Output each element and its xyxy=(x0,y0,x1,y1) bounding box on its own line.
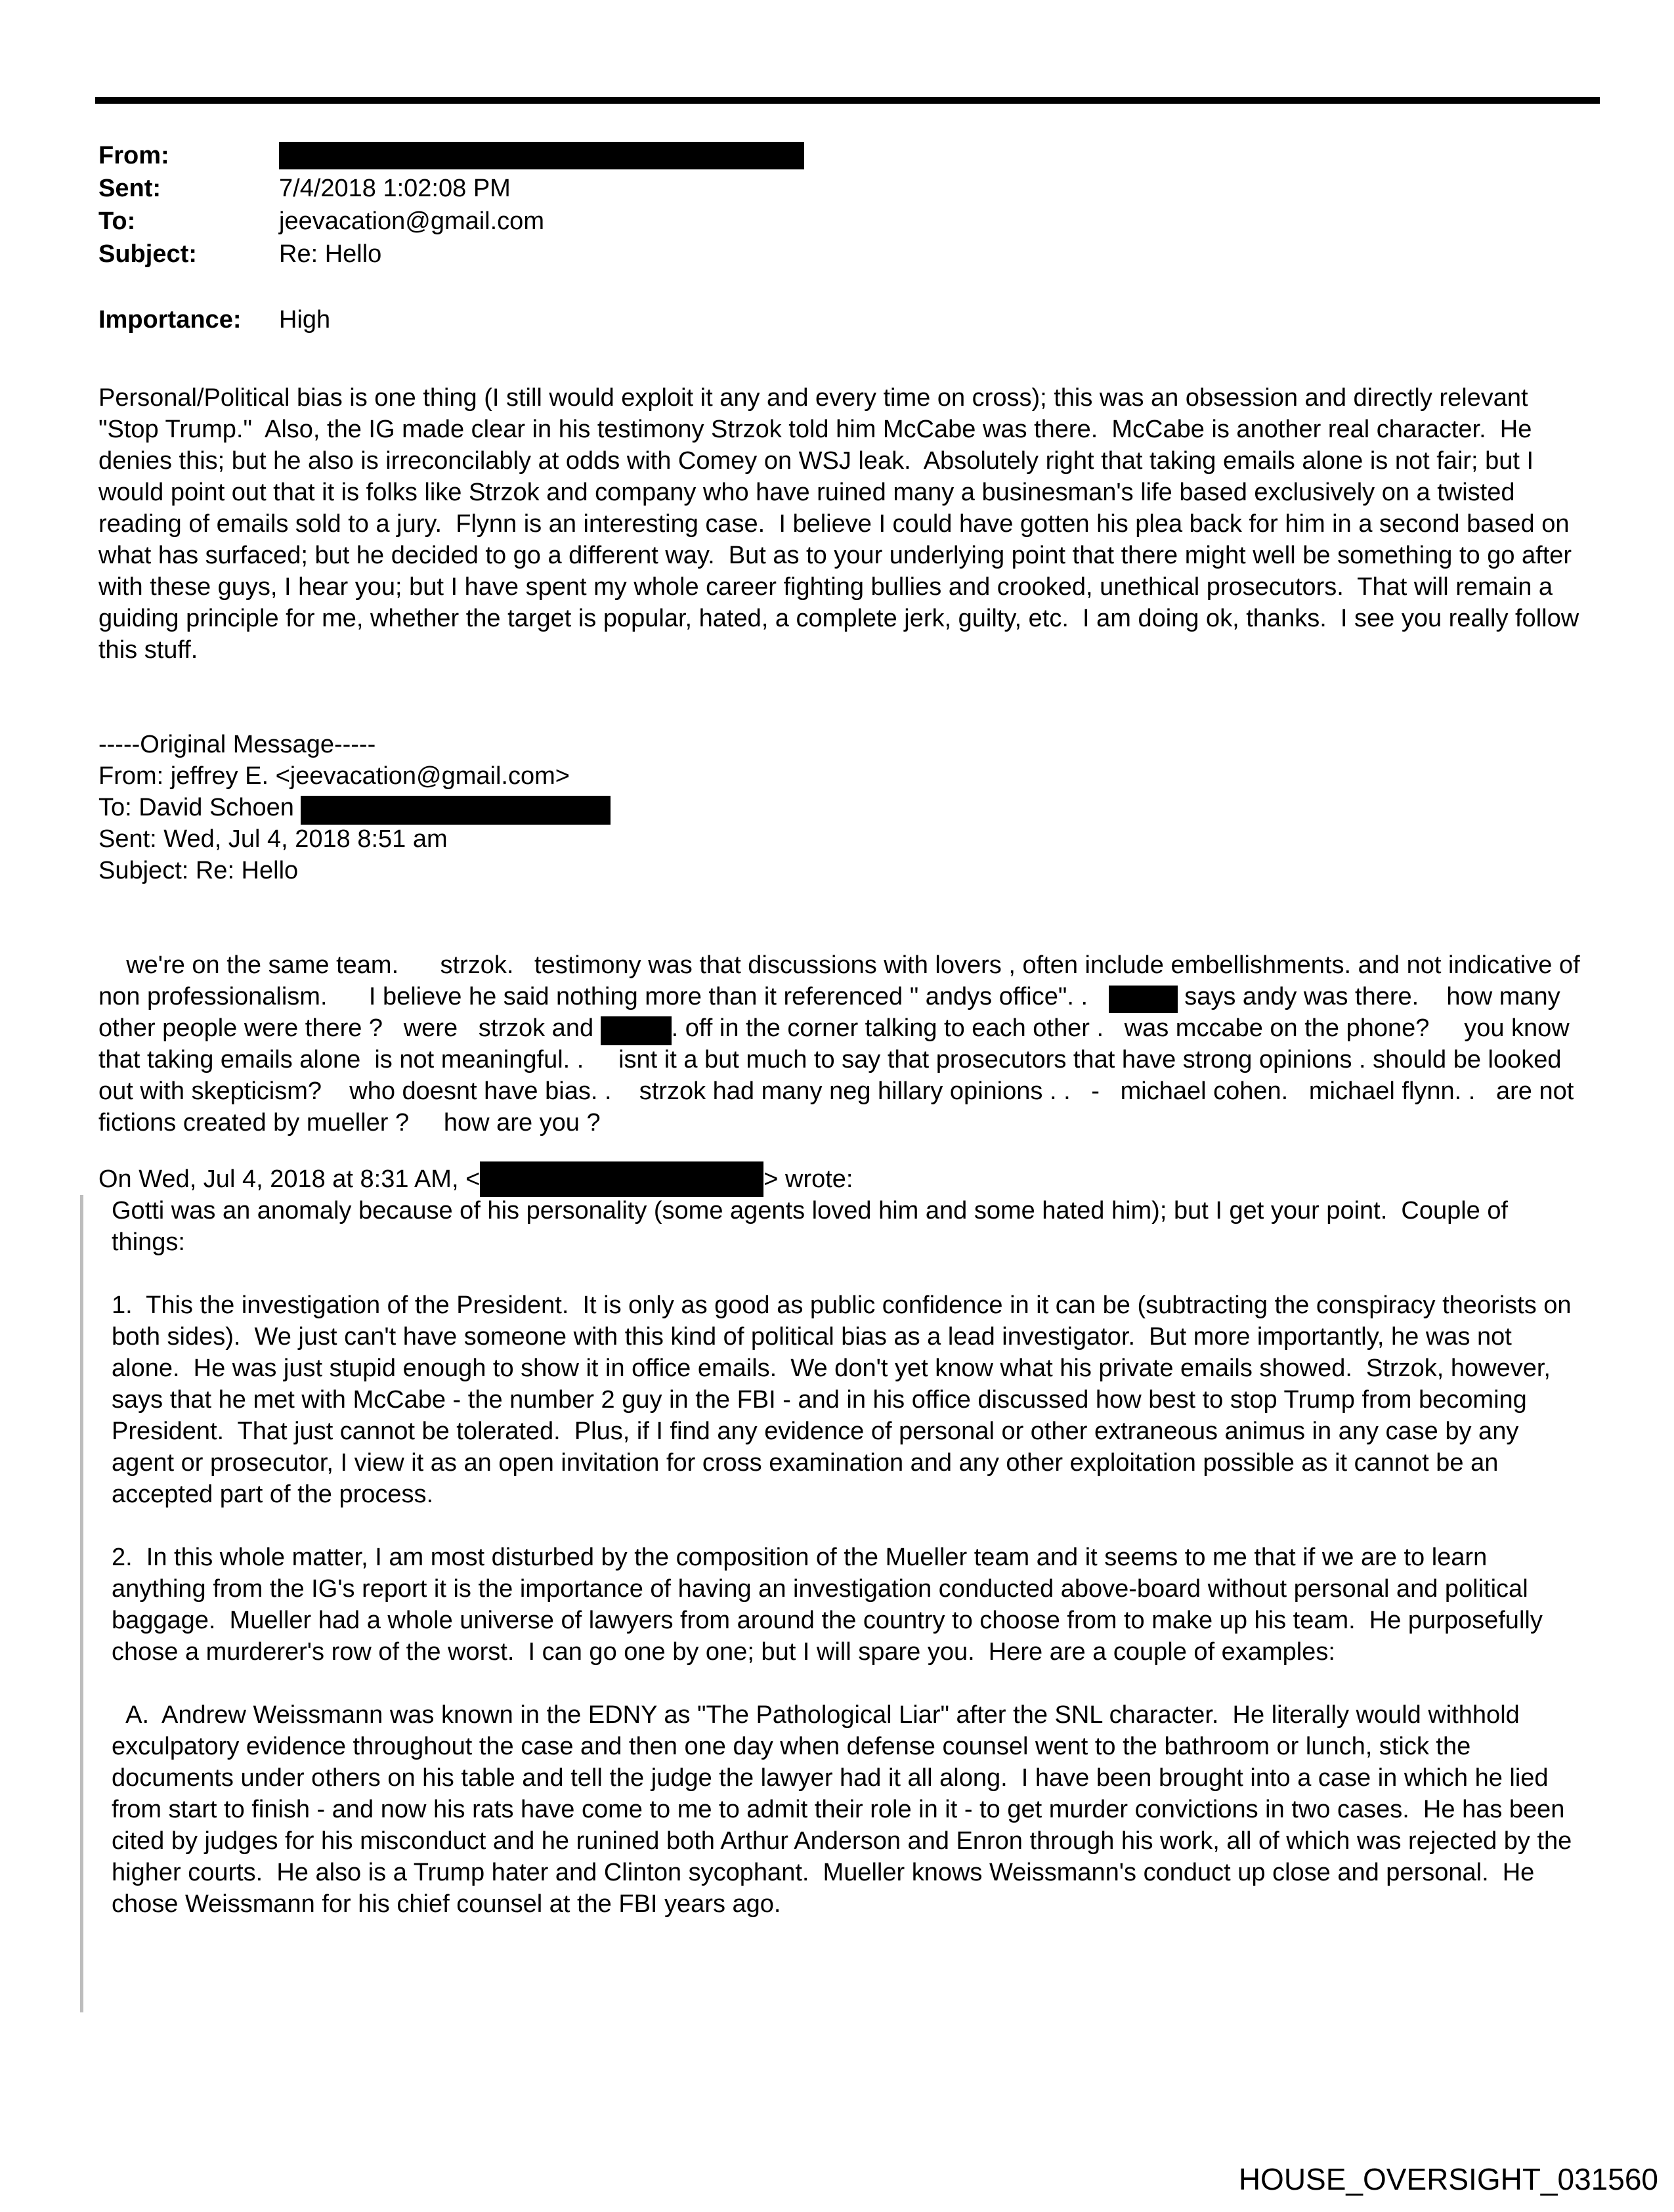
reply-text-part1: we're on the same team. strzok. testimony was that discussions with lovers , often include embellishments. and not indicative of non professionalism. I believe he said nothing more than it referenced " andys office". . xyxy=(98,951,1587,1010)
header-row-importance xyxy=(98,303,804,336)
reply-text-part2: says andy was there. how many other people were there ? were strzok and xyxy=(98,983,1568,1042)
quoted-paragraph-point-1: 1. This the investigation of the President. It is only as good as public confidence in it can be (subtracting the conspiracy theorists on both sides). We just can't have someone with this kind of political bias as a lead investigator. But more importantly, he was not alone. He was just stupid enough to show it in office emails. We don't yet know what his private emails showed. Strzok, however, says that he met with McCabe - the number 2 guy in the FBI - and in his office discussed how best to stop Trump from becoming President. That just cannot be tolerated. Plus, if I find any evidence of personal or other extraneous animus in any case by any agent or prosecutor, I view it as an open invitation for cross examination and any other exploitation possible as it cannot be an accepted part of the process. xyxy=(112,1291,1579,1508)
original-message-separator: -----Original Message----- xyxy=(98,731,376,758)
original-from-line: From: jeffrey E. <jeevacation@gmail.com> xyxy=(98,762,570,790)
quoted-message-block xyxy=(80,1195,1580,2012)
attribution-prefix: On Wed, Jul 4, 2018 at 8:31 AM, < xyxy=(98,1165,481,1194)
reply-text-part3: . off in the corner talking to each other . was mccabe on the phone? you know that taking emails alone is not meaningful. . isnt it a but much to say that prosecutors that have strong opinions . should be looked out with skepticism? who doesnt have bias. . strzok had many neg hillary opinions . . - michael cohen. michael flynn. . are not fictions created by mueller ? how are you ? xyxy=(98,1014,1581,1137)
sent-value: 7/4/2018 1:02:08 PM xyxy=(279,175,511,202)
from-label: From: xyxy=(98,142,169,169)
email-body-paragraph: Personal/Political bias is one thing (I still would exploit it any and every time on cross); this was an obsession and directly relevant "Stop Trump." Also, the IG made clear in his testimony Strzok told him McCabe was there. McCabe is another real character. He denies this; but he also is irreconcilably at odds with Comey on WSJ leak. Absolutely right that taking emails alone is not fair; but I would point out that it is folks like Strzok and company who have ruined many a businesman's life based exclusively on a twisted reading of emails sold to a jury. Flynn is an interesting case. I believe I could have gotten his plea back for him in a second based on what has surfaced; but he decided to go a different way. But as to your underlying point that there might well be something to go after with these guys, I hear you; but I have spent my whole career fighting bullies and crooked, unethical prosecutors. That will remain a guiding principle for me, whether the target is popular, hated, a complete jerk, guilty, etc. I am doing ok, thanks. I see you really follow this stuff. xyxy=(98,384,1586,664)
original-subject-line: Subject: Re: Hello xyxy=(98,857,299,884)
attribution-suffix: > wrote: xyxy=(763,1165,853,1194)
original-message-header xyxy=(98,729,1589,886)
quoted-paragraph-example-a: A. Andrew Weissmann was known in the EDNY as "The Pathological Liar" after the SNL character. He literally would withhold exculpatory evidence throughout the case and then one day when defense counsel went to the bathroom or lunch, stick the documents under others on his table and tell the judge the lawyer had it all along. I have been brought into a case in which he lied from start to finish - and now his rats have come to me to admit their role in it - to get murder convictions in two cases. He has been cited by judges for his misconduct and he runined both Arthur Anderson and Enron through his work, all of which was rejected by the higher courts. He also is a Trump hater and Clinton sycophant. Mueller knows Weissmann's conduct up close and personal. He chose Weissmann for his chief counsel at the FBI years ago. xyxy=(112,1701,1579,1918)
subject-label: Subject: xyxy=(98,240,197,268)
quoted-attribution-line xyxy=(98,1163,853,1198)
email-header xyxy=(98,139,804,336)
header-divider-rule xyxy=(95,97,1600,104)
quoted-paragraph-point-2: 2. In this whole matter, I am most disturbed by the composition of the Mueller team and it seems to me that if we are to learn anything from the IG's report it is the importance of having an investigation conducted above-board without personal and political baggage. Mueller had a whole universe of lawyers from around the country to choose from to make up his team. He purposefully chose a murderer's row of the worst. I can go one by one; but I will spare you. Here are a couple of examples: xyxy=(112,1544,1550,1666)
importance-value: High xyxy=(279,306,331,334)
importance-label: Importance: xyxy=(98,306,242,334)
original-to-line xyxy=(98,792,1589,823)
header-row-subject xyxy=(98,238,804,271)
bates-stamp: HOUSE_OVERSIGHT_031560 xyxy=(1238,2162,1658,2196)
subject-value: Re: Hello xyxy=(279,240,382,268)
reply-message-paragraph xyxy=(98,918,1589,1170)
header-row-sent xyxy=(98,172,804,205)
to-label: To: xyxy=(98,207,136,235)
redaction-bar-inline-name-2 xyxy=(601,1016,672,1045)
header-row-to xyxy=(98,205,804,238)
sent-label: Sent: xyxy=(98,175,161,202)
original-sent-line: Sent: Wed, Jul 4, 2018 8:51 am xyxy=(98,825,448,853)
redaction-bar-inline-name-1 xyxy=(1109,986,1178,1013)
paragraph-spacer xyxy=(112,1510,1580,1542)
header-row-from xyxy=(98,139,804,172)
redaction-bar-sender xyxy=(279,142,804,169)
paragraph-spacer xyxy=(112,1258,1580,1290)
original-to-prefix: To: David Schoen xyxy=(98,794,301,821)
redaction-bar-recipient-email xyxy=(301,796,611,825)
to-value: jeevacation@gmail.com xyxy=(279,207,544,235)
redaction-bar-attribution-email xyxy=(480,1161,763,1197)
paragraph-spacer xyxy=(112,1668,1580,1699)
quoted-paragraph-gotti: Gotti was an anomaly because of his personality (some agents loved him and some hated him); but I get your point. Couple of things: xyxy=(112,1197,1515,1256)
